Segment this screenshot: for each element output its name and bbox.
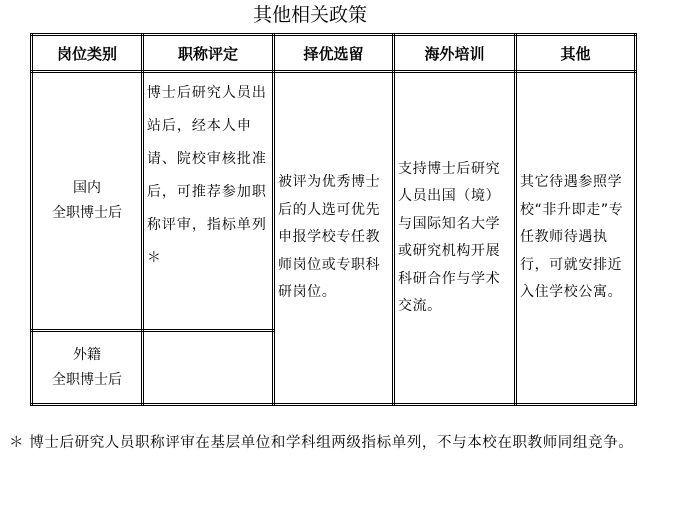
title-evaluation-cell: 博士后研究人员出站后，经本人申请、院校审核批准后，可推荐参加职称评审，指标单列＊ — [142, 72, 273, 331]
policy-table — [30, 33, 637, 406]
overseas-training-cell: 支持博士后研究人员出国（境）与国际知名大学或研究机构开展科研合作与学术交流。 — [393, 72, 515, 405]
table-header-row — [32, 35, 636, 72]
column-header-selection: 择优选留 — [273, 35, 393, 72]
category-label: 国内 — [72, 180, 101, 197]
category-cell-domestic — [32, 72, 143, 331]
title-evaluation-cell-empty — [142, 331, 273, 405]
category-cell-foreign — [32, 331, 143, 405]
category-label: 外籍 — [72, 346, 101, 363]
table-row — [32, 72, 636, 331]
column-header-position-category: 岗位类别 — [32, 35, 143, 72]
other-cell: 其它待遇参照学校“非升即走”专任教师待遇执行，可就安排近入住学校公寓。 — [515, 72, 635, 405]
selection-cell: 被评为优秀博士后的人选可优先申报学校专任教师岗位或专职科研岗位。 — [273, 72, 393, 405]
column-header-overseas-training: 海外培训 — [393, 35, 515, 72]
footnote: ＊ 博士后研究人员职称评审在基层单位和学科组两级指标单列，不与本校在职教师同组竞争。 — [9, 435, 634, 451]
page-title: 其他相关政策 — [252, 4, 367, 26]
category-label: 全职博士后 — [51, 371, 122, 388]
column-header-other: 其他 — [515, 35, 635, 72]
category-label: 全职博士后 — [51, 205, 122, 222]
column-header-title-evaluation: 职称评定 — [142, 35, 273, 72]
